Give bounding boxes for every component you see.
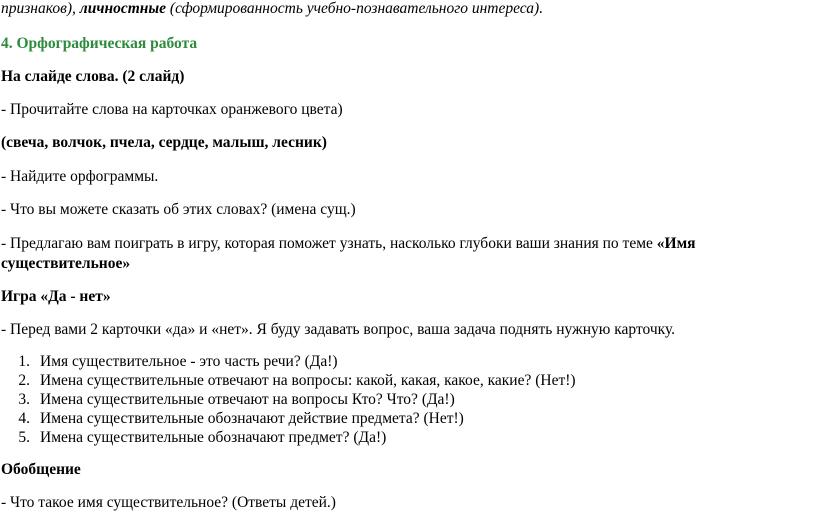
find-spellings-instruction: - Найдите орфограммы. (1, 168, 159, 185)
summary-question: - Что такое имя существительное? (Ответы детей.) (1, 494, 336, 511)
intro-text-2: (сформированность учебно-познавательного интереса). (166, 0, 544, 17)
list-item (0, 371, 576, 390)
list-item-text: Имена существительные обозначают предмет? (Да!) (40, 429, 387, 446)
list-item-text: Имена существительные обозначают действие предмета? (Нет!) (40, 410, 464, 427)
slide-line: На слайде слова. (2 слайд) (1, 68, 185, 85)
offer-game-text: - Предлагаю вам поиграть в игру, которая поможет узнать, насколько глубоки ваши знания по теме (1, 235, 657, 252)
what-say-question: - Что вы можете сказать об этих словах? (имена сущ.) (1, 201, 356, 218)
game-title: Игра «Да - нет» (1, 288, 111, 305)
list-item-number: 4. (18, 410, 30, 427)
questions-list (0, 352, 576, 447)
intro-paragraph (1, 0, 543, 19)
list-item-number: 1. (18, 353, 30, 370)
section-heading: 4. Орфографическая работа (1, 35, 198, 52)
list-item (0, 390, 576, 409)
list-item-number: 3. (18, 391, 30, 408)
list-item (0, 409, 576, 428)
list-item-number: 5. (18, 429, 30, 446)
list-item (0, 428, 576, 447)
cards-instruction: - Перед вами 2 карточки «да» и «нет». Я буду задавать вопрос, ваша задача поднять нужную карточку. (1, 321, 676, 338)
list-item (0, 352, 576, 371)
list-item-text: Имя существительное - это часть речи? (Да!) (40, 353, 338, 370)
words-list: (свеча, волчок, пчела, сердце, малыш, лесник) (1, 134, 327, 151)
offer-game-paragraph (1, 234, 801, 274)
read-words-instruction: - Прочитайте слова на карточках оранжевого цвета) (1, 101, 343, 118)
list-item-number: 2. (18, 372, 30, 389)
list-item-text: Имена существительные отвечают на вопросы: какой, какая, какое, какие? (Нет!) (40, 372, 576, 389)
intro-text-1: признаков), (1, 0, 80, 17)
summary-heading: Обобщение (1, 461, 81, 478)
offer-game-topic: «Имя существительное» (1, 235, 696, 272)
list-item-text: Имена существительные отвечают на вопросы Кто? Что? (Да!) (40, 391, 455, 408)
intro-text-bold: личностные (79, 0, 167, 17)
